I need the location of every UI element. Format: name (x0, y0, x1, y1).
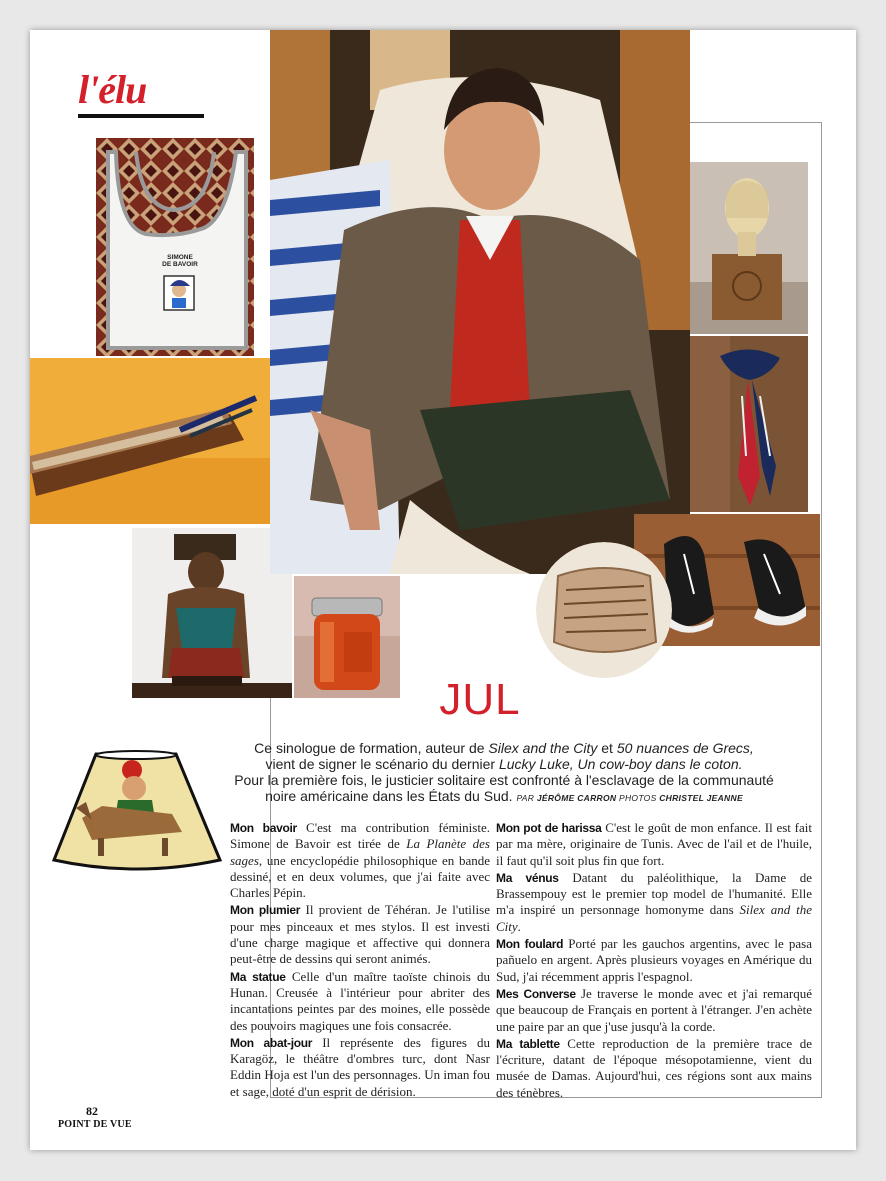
item-venus: Ma vénus Datant du paléolithique, la Dame de Brassempouy est le premier top model de l'humanité. Elle m'a inspiré un personnage homonyme dans Silex and the City. (496, 869, 812, 934)
item-foulard: Mon foulard Porté par les gauchos argentins, avec le pasa pañuelo en argent. Après plusieurs voyages en Amérique du Sud, j'ai récemment appris l'espagnol. (496, 936, 812, 984)
bib-photo (96, 138, 254, 356)
text-column-left (230, 820, 490, 1101)
portrait-photo (270, 30, 690, 574)
bib-print-line1: SIMONE (167, 254, 193, 261)
item-tablette: Ma tablette Cette reproduction de la première trace de l'écriture, datant de l'époque mésopotamienne, vient du musée de Damas. Aujourd'hui, ces régions sont aux mains des ténèbres. (496, 1035, 812, 1100)
item-abat-jour: Mon abat-jour Il représente des figures du Karagöz, le théâtre d'ombres turc, dont Nasr Eddin Hoja est l'un des personnages. Un iman fou et sage, doté d'un esprit de dérision. (230, 1034, 490, 1099)
rubric-title: l'élu (78, 67, 147, 112)
magazine-page (30, 30, 856, 1150)
text-column-right (496, 820, 812, 1102)
item-harissa: Mon pot de harissa C'est le goût de mon enfance. Il est fait par ma mère, originaire de Tunis. Avec de l'ail et de l'huile, il faut qu'il soit plus fin que fort. (496, 820, 812, 868)
item-plumier: Mon plumier Il provient de Téhéran. Je l'utilise pour mes pinceaux et mes stylos. Il est investi d'une charge magique et affective qui donnera peut-être de dessins qui seront animés. (230, 902, 490, 967)
item-bavoir: Mon bavoir C'est ma contribution féministe. Simone de Bavoir est tirée de La Planète des sages, une encyclopédie philosophique en bande dessiné, et en deux volumes, que j'ai faite avec Charles Pépin. (230, 820, 490, 901)
bib-print-line2: DE BAVOIR (162, 261, 198, 268)
pencil-box-photo (30, 358, 270, 524)
article-chapo: Ce sinologue de formation, auteur de Silex and the City et 50 nuances de Grecs, vient de signer le scénario du dernier Lucky Luke, Un cow-boy dans le coton. Pour la première fois, le justicier solitaire est confronté à l'esclavage de la communauté noire américaine dans les États du Sud. PAR JÉRÔME CARRON PHOTOS CHRISTEL JEANNE (234, 740, 774, 804)
lampshade-photo (52, 748, 222, 874)
clay-tablet-photo (536, 542, 672, 678)
publication-name: POINT DE VUE (58, 1119, 132, 1130)
venus-photo (690, 162, 808, 334)
article-credit: PAR JÉRÔME CARRON PHOTOS CHRISTEL JEANNE (516, 793, 743, 803)
rubric-rule (78, 114, 204, 118)
article-title: JUL (439, 675, 521, 724)
item-converse: Mes Converse Je traverse le monde avec et j'ai remarqué que beaucoup de Français en portent à l'étranger. J'en achète une paire par an que j'use jusqu'à la corde. (496, 985, 812, 1034)
scarf-photo (690, 336, 808, 512)
page-number: 82 (86, 1104, 98, 1118)
statue-photo (132, 528, 292, 698)
item-statue: Ma statue Celle d'un maître taoïste chinois du Hunan. Creusée à l'intérieur pour abriter des incantations peintes par des moines, elle possède des pouvoirs magiques une fois consacrée. (230, 968, 491, 1033)
